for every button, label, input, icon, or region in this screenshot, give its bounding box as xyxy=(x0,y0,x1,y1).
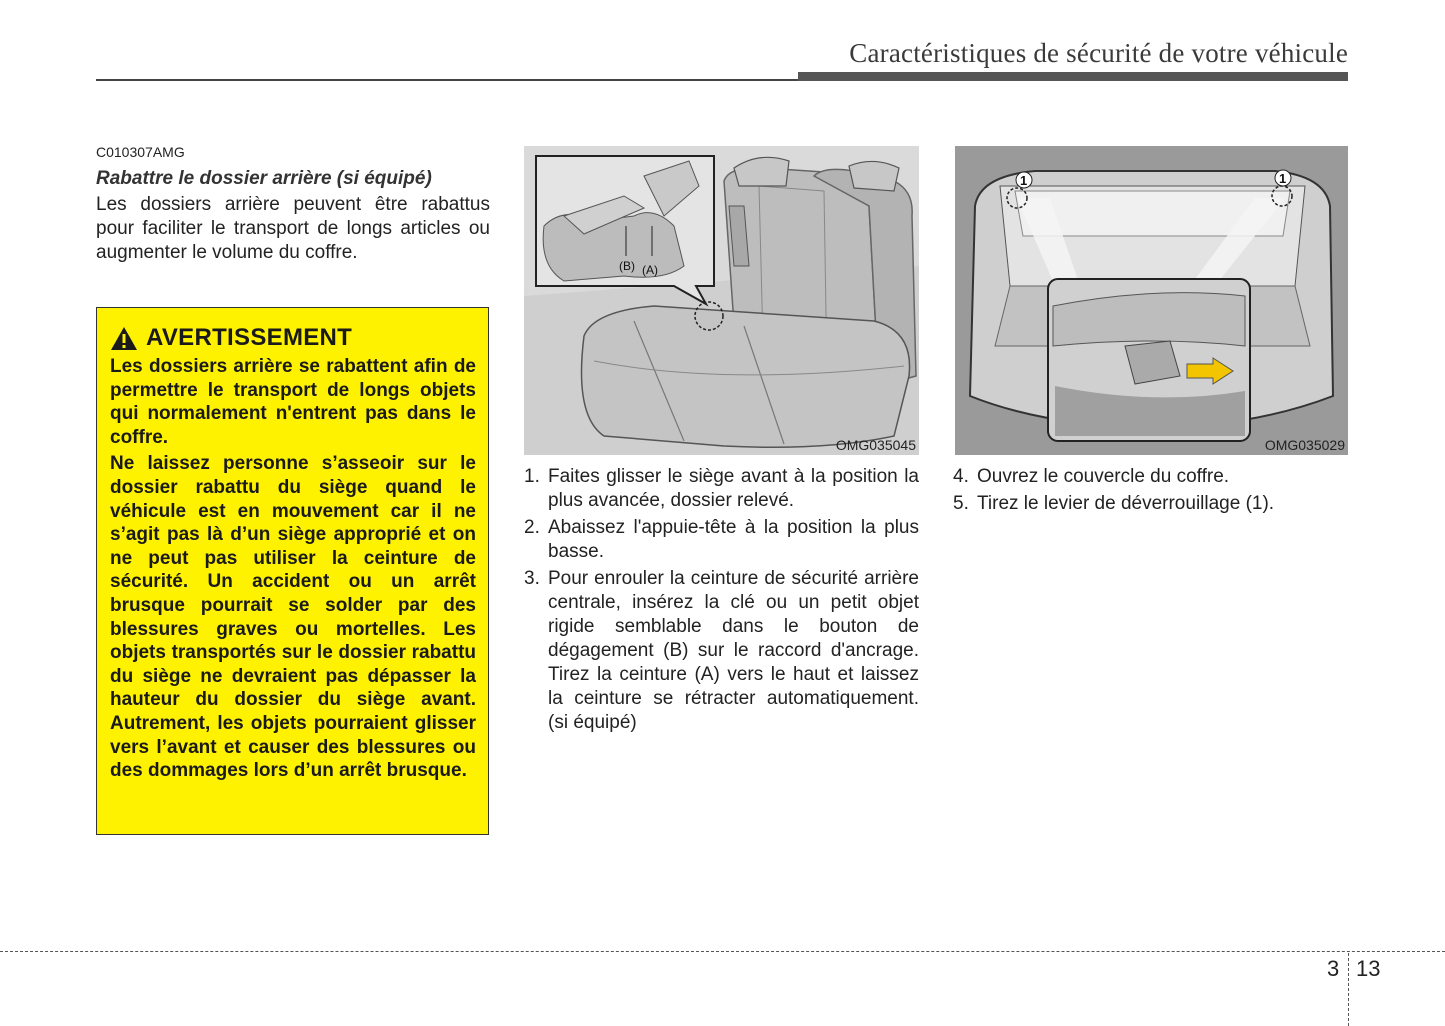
list-item: 2. Abaissez l'appuie-tête à la position la plus basse. xyxy=(524,517,919,562)
figure-rear-seat xyxy=(524,146,919,455)
list-item: 5. Tirez le levier de déverrouillage (1). xyxy=(953,493,1275,514)
warning-paragraph-2: Ne laissez personne s’asseoir sur le dossier rabattu du siège quand le véhicule est en mouvement car il ne s’agit pas là d’un siège approprié et on ne peut pas utiliser la ceinture de sécurité. Un accident ou un arrêt brusque pourrait se solder par des blessures graves ou mortelles. Les objets transportés sur le dossier rabattu du siège ne devraient pas dépasser la hauteur du dossier du siège avant. Autrement, les objets pourraient glisser vers l’avant et causer des blessures ou des dommages lors d’un arrêt brusque. xyxy=(110,453,476,782)
warning-box xyxy=(96,307,489,835)
steps-list-left xyxy=(524,465,919,738)
list-item: 4. Ouvrez le couvercle du coffre. xyxy=(953,466,1230,487)
intro-column xyxy=(96,144,490,265)
trunk-illustration xyxy=(955,146,1348,455)
figure-trunk xyxy=(955,146,1348,455)
callout-b: (B) xyxy=(619,259,635,273)
warning-paragraph-1: Les dossiers arrière se rabattent afin de permettre le transport de longs objets qui normalement n'entrent pas dans le coffre. xyxy=(110,356,476,448)
section-subtitle: Rabattre le dossier arrière (si équipé) xyxy=(96,168,432,189)
list-item: 3. Pour enrouler la ceinture de sécurité arrière centrale, insérez la clé ou un petit objet rigide semblable dans le bouton de dégagement (B) sur le raccord d'ancrage. Tirez la ceinture (A) vers le haut et laissez la ceinture se rétracter automatiquement. (si équipé) xyxy=(524,568,919,733)
figure-2-label: OMG035029 xyxy=(1264,437,1345,453)
header-rule-accent xyxy=(798,72,1348,81)
callout-1-right: 1 xyxy=(1279,171,1287,186)
section-intro: Les dossiers arrière peuvent être rabattus pour faciliter le transport de longs articles ou augmenter le volume du coffre. xyxy=(96,194,490,263)
page-number: 13 xyxy=(1356,956,1381,981)
callout-a: (A) xyxy=(642,263,658,277)
footer-divider xyxy=(0,951,1445,952)
list-item: 1. Faites glisser le siège avant à la position la plus avancée, dossier relevé. xyxy=(524,466,919,511)
figure-1-label: OMG035045 xyxy=(835,437,916,453)
warning-triangle-icon xyxy=(110,326,138,351)
page-header-title: Caractéristiques de sécurité de votre véhicule xyxy=(849,38,1348,68)
warning-title xyxy=(110,324,476,352)
page-number-divider xyxy=(1348,953,1349,1026)
rear-seat-illustration xyxy=(524,146,919,455)
callout-1-left: 1 xyxy=(1020,173,1028,188)
warning-title-text: AVERTISSEMENT xyxy=(146,324,353,351)
section-code: C010307AMG xyxy=(96,144,185,160)
chapter-number: 3 xyxy=(1327,956,1340,981)
steps-list-right xyxy=(953,465,1348,519)
